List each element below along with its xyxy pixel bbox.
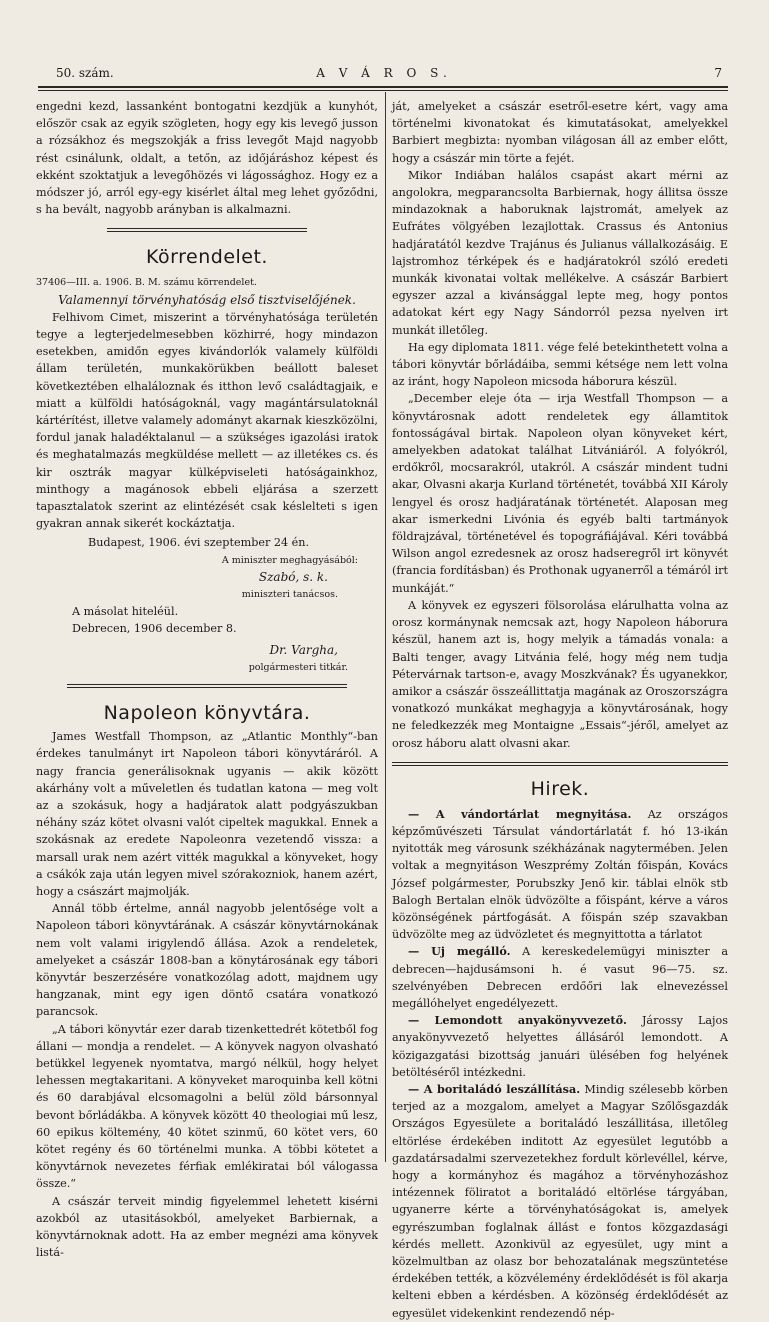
page-number: 7 [714,66,722,80]
news-body: A kereskedelemügyi miniszter a debrecen—hajdusámsoni h. é vasut 96—75. sz. szelvényében Debrecen erdőőri lak elnevezéssel megállóhelyet engedélyezett. [392,945,728,1010]
news-headline: — A boritaládó leszállítása. [408,1081,581,1096]
section-divider [67,684,347,685]
news-headline: — A vándortárlat megnyitása. [408,806,632,821]
copy-signer-role: polgármesteri titkár. [248,661,348,673]
right-column [392,98,728,1322]
copy-date: Debrecen, 1906 december 8. [72,622,237,636]
napoleon-continued-1: ját, amelyeket a császár esetről-esetre kért, vagy ama történelmi kivonatokat és kimutatásokat, amelyekkel Barbiert megbizta: nyomban világosan áll az ember előtt, hogy a császár min törte a fejét. [392,100,728,165]
page-header [36,64,732,86]
napoleon-paragraph-4: A császár terveit mindig figyelemmel lehetett kisérni azokból az utasitásokból, amelyeket Barbiernak, a könyvtárnoknak adott. Ha az ember megnézi ama könyvek listá- [36,1194,378,1260]
decree-signer-title: A miniszter meghagyásából: [221,554,358,566]
news-item [392,1081,728,1322]
decree-signer-role: miniszteri tanácsos. [241,589,338,601]
news-body: Az országos képzőművészeti Társulat vándortárlatát f. hó 13-ikán nyitották meg városunk székházának nagytermében. Jelen voltak a megnyitáson Weszprémy Zoltán főispán, Kovács József polgármester, Porubszky Jenő kir. táblai elnök stb Balogh Bertalan elnök üdvözölte a főispánt, kérve a város közönségének pártfogását. A főispán szép szavakban üdvözölte meg az üdvözletet és megnyittotta a tárlatot [392,807,728,942]
news-item [392,1012,728,1081]
napoleon-paragraph-3: „A tábori könyvtár ezer darab tizenkettedrét kötetből fog állani — mondja a rendelet. — A könyvek nagyon olvasható betükkel legyenek nyomtatva, margó nélkül, hogy helyet lehessen megtakaritani. A könyveket maroquinba kell kötni és 60 darabjával elcsomagolni a belül zöld bársonnyal bevont bőrládákba. A könyvek között 40 theologiai mű lesz, 60 epikus költemény, 40 kötet szinmű, 60 kötet vers, 60 kötet regény és 60 történelmi munka. A többi kötetet a könyvtárnok nevezetes férfiak emlékiratai ból válogassa össze.“ [36,1022,378,1191]
news-body: Mindig szélesebb körben terjed az a mozgalom, amelyet a Magyar Szőlősgazdák Országos Egyesülete a boritaládó leszállitása, illetőleg eltörlése érdekében inditott Az egyesület legutóbb a gazdatársadalmi szervezetekhez fordult körlevéllel, kérve, hogy a kormányhoz és magához a törvényhozáshoz intézennek föliratot a boritaládó eltörlése tárgyában, ugyanerre kérte a törvényhatóságokat is, amelyek egyrészumban foglalnak állást e fontos közgazdasági kérdés mellett. Azonkivül az egyesület, ugy mint a közelmultban az olasz bor behozatalának megszüntetése érdekében tették, a közvélemény érdeklődését is föl akarja kelteni ebben a kérdésben. A közönség érdeklődését az egyesület videkenkint rendezendő nép- [392,1082,728,1320]
decree-signer: Szabó, s. k. [258,569,328,584]
news-item [392,943,728,1012]
news-item [392,806,728,944]
news-headline: — Lemondott anyakönyvvezető. [408,1013,627,1028]
news-body: Járossy Lajos anyakönyvvezető helyettes állásáról lemondott. A közigazgatási bizottság januári ülésében fog helyének betöltéséről intézkedni. [392,1014,728,1079]
copy-note: A másolat hiteléül. [72,605,179,619]
napoleon-continued-5: A könyvek ez egyszeri fölsorolása elárulhatta volna az orosz kormánynak nemcsak azt, hogy Napoleon háborura készül, hanem azt is, hogy melyik a támadás vonala: a Balti tenger, avagy Litvánia felé, hogy még nem tudja Pétervárnak tartson-e, avagy Moszkvának? És ugyanekkor, amikor a császár összeállittatja magának az Oroszországra vonatkozó munkákat meghagyja a könyvtárosának, hogy ne feledkezzék meg Montaigne „Essais“-jéről, amelyet az orosz háboru alatt olvasni akar. [392,598,728,750]
napoleon-paragraph-1: James Westfall Thompson, az „Atlantic Monthly“-ban érdekes tanulmányt irt Napoleon tábori könyvtáráról. A nagy francia generálisoknak ugyanis — akik között akárhány volt a műveletlen és tudatlan katona — meg volt az a szokásuk, hogy a hadjáratok alatt podgyászukban néhány száz kötet olvasni valót cipeltek magukkal. Ennek a szokásnak az eredete Napoleonra vezetendő vissza: a marsall urak nem azért vitték magukkal a könyveket, hogy a csákók zaja után legyen mivel szórakozniok, hanem azért, hogy a császárt majmolják. [36,730,378,898]
section-divider [392,762,728,763]
decree-body: Felhivom Cimet, miszerint a törvényhatósága területén tegye a legterjedelmesebben közhirré, hogy mindazon esetekben, amidőn egyes kivándorlók valamely külföldi állam területén, munkakörükben beállott baleset következtében elhaláloznak és itthon levő családtagjaik, e miatt a külföldi hatóságoknál, vagy magántársulatoknál kártérítést, illetve valamely adományt akarnak kieszközölni, fordul janak haladéktalanul — a szükséges igazolási iratok és meghatalmazás megküldése mellett — az illetékes cs. és kir osztrák magyar külképviseleti hatóságainkhoz, minthogy a magánosok ebbeli eljárása a szerzett tapasztalatok szerint az elintézését csak késlelteti s igen gyakran annak sikerét kockáztatja. [36,310,378,531]
intro-paragraph: engedni kezd, lassanként bontogatni kezdjük a kunyhót, először csak az egyik szögleten, hogy egy kis levegő jusson a rózsákhoz és megszokják a friss levegőt Majd nagyobb rést csinálunk, oldalt, a tetőn, az időjáráshoz képest és ekként szoktatjuk a levegőhözés vi lágossághoz. Hogy ez a módszer jó, arról egy-egy kisérlet által meg lehet győződni, s ha bevált, nagyobb arányban is alkalmazni. [36,100,378,217]
section-title-napoleon: Napoleon könyvtára. [103,702,311,725]
news-headline: — Uj megálló. [408,944,511,959]
decree-number: 37406—III. a. 1906. B. M. számu körrendelet. [36,277,257,289]
napoleon-continued-2: Mikor Indiában halálos csapást akart mérni az angolokra, megparancsolta Barbiernak, hogy állitsa össze mindazoknak a haboruknak lajstromát, amelyek az Eufrátes völgyében lezajlottak. Crassus és Antonius hadjáratától kezdve Trajánus és Julianus vállalkozásáig. E lajstromhoz térképek és e hadjáratokról szóló eredeti munkák kivonatai voltak mellékelve. A császár Barbiert egyszer azzal a kivánsággal lepte meg, hogy pontos adatokat kért egy Nagy Sándorról pezsa nyelven irt munkát illetőleg. [392,168,728,337]
copy-signer: Dr. Vargha, [269,642,338,657]
napoleon-paragraph-2: Annál több értelme, annál nagyobb jelentősége volt a Napoleon tábori könyvtárának. A császár könyvtárnokának nem volt valami irigylendő állása. Azok a rendeletek, amelyeket a császár 1808-ban a könytárosának egy tábori könyvtár beszerzésére vonatkozólag adott, majdnem ugy hangzanak, mint egy igen döntő csatára vonatkozó parancsok. [36,902,378,1019]
header-rule [38,86,728,88]
issue-number: 50. szám. [56,66,114,80]
napoleon-continued-3: Ha egy diplomata 1811. vége felé betekinthetett volna a tábori könyvtár bőrládáiba, semmi kétsége nem lett volna az iránt, hogy Napoleon micsoda háborura készül. [392,340,728,389]
column-divider [385,92,386,1162]
header-rule-thin [38,90,728,91]
section-divider [107,228,307,229]
decree-date: Budapest, 1906. évi szeptember 24 én. [88,536,310,550]
section-divider [392,765,728,766]
left-column [36,98,378,1261]
napoleon-continued-4: „December eleje óta — irja Westfall Thompson — a könyvtárosnak adott rendeletek egy államtitok fontosságával birtak. Napoleon olyan könyveket kért, amelyekben adatokat találhat Litvániáról. A folyókról, erdőkről, mocsarakról, utakról. A császár mindent tudni akar, Olvasni akarja Kurland történetét, továbbá XII Károly lengyel és orosz hadjáratának történetét. Alaposan meg akar ismerkedni Livónia és egyéb balti tartmányok földrajzával, történetével és topográfiájával. Kéri továbbá Wilson angol ezredesnek az orosz hadseregről irt könyvét (francia fordításban) és Prothonak ugyanerről a témáról irt munkáját.“ [392,392,728,595]
decree-addressee: Valamennyi törvényhatóság első tisztviselőjének. [58,292,356,307]
section-title-hirek: Hirek. [530,777,590,800]
newspaper-title: A V Á R O S. [316,66,452,80]
section-divider [67,687,347,688]
section-title-korrendelet: Körrendelet. [146,246,268,269]
section-divider [107,231,307,232]
